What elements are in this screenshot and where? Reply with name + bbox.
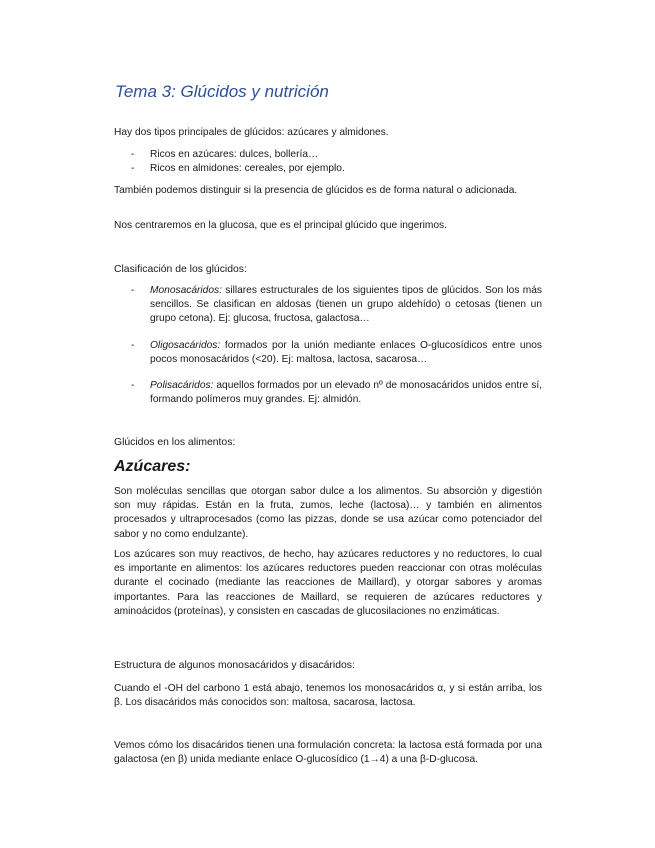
list-item: - Ricos en azúcares: dulces, bollería…	[131, 149, 319, 160]
classification-heading: Clasificación de los glúcidos:	[114, 264, 247, 275]
intro-paragraph: Hay dos tipos principales de glúcidos: azúcares y almidones.	[114, 127, 389, 138]
sugars-heading: Azúcares:	[114, 458, 191, 475]
glucose-paragraph: Nos centraremos en la glucosa, que es el principal glúcido que ingerimos.	[114, 220, 447, 231]
classification-list	[114, 284, 542, 419]
list-item: - Ricos en almidones: cereales, por ejemplo.	[131, 163, 345, 175]
disaccharide-paragraph: Vemos cómo los disacáridos tienen una formulación concreta: la lactosa está formada por una galactosa (en β) unida mediante enlace O-glucosídico (1→4) a una β-D-glucosa.	[114, 740, 542, 766]
natural-paragraph: También podemos distinguir si la presencia de glúcidos es de forma natural o adicionada.	[114, 185, 518, 196]
page-title: Tema 3: Glúcidos y nutrición	[115, 82, 329, 101]
sugars-paragraph-2: Los azúcares son muy reactivos, de hecho, hay azúcares reductores y no reductores, lo cual es importante en alimentos: los azúcares reductores pueden reaccionar con otras moléculas durante el cocinado (mediante las reacciones de Maillard), y otorgar sabores y aromas importantes. Para las reacciones de Maillard, se requieren de azúcares reductores y aminoácidos (proteínas), y consisten en cascadas de glucosilaciones no enzimáticas.	[114, 549, 542, 617]
list-item: - Oligosacáridos: formados por la unión mediante enlaces O-glucosídicos entre unos pocos monosacáridos (<20). Ej: maltosa, lactosa, sacarosa…	[131, 339, 542, 365]
structure-paragraph: Cuando el -OH del carbono 1 está abajo, tenemos los monosacáridos α, y si están arriba, los β. Los disacáridos más conocidos son: maltosa, sacarosa, lactosa.	[114, 683, 542, 709]
list-item: - Monosacáridos: sillares estructurales de los siguientes tipos de glúcidos. Son los más sencillos. Se clasifican en aldosas (tienen un grupo aldehído) o cetosas (tienen un grupo cetona). Ej: glucosa, fructosa, galactosa…	[131, 285, 542, 325]
structure-heading: Estructura de algunos monosacáridos y disacáridos:	[114, 660, 355, 671]
intro-bullet-list	[114, 148, 542, 176]
list-item: - Polisacáridos: aquellos formados por un elevado nº de monosacáridos unidos entre sí, formando polímeros muy grandes. Ej: almidón.	[131, 380, 542, 406]
sugars-paragraph-1: Son moléculas sencillas que otorgan sabor dulce a los alimentos. Su absorción y digestión son muy rápidas. Están en la fruta, zumos, leche (lactosa)… y también en alimentos procesados y ultraprocesados (como las pizzas, donde se usa azúcar como potenciador del sabor y no como endulzante).	[114, 486, 542, 540]
foods-heading: Glúcidos en los alimentos:	[114, 437, 236, 448]
